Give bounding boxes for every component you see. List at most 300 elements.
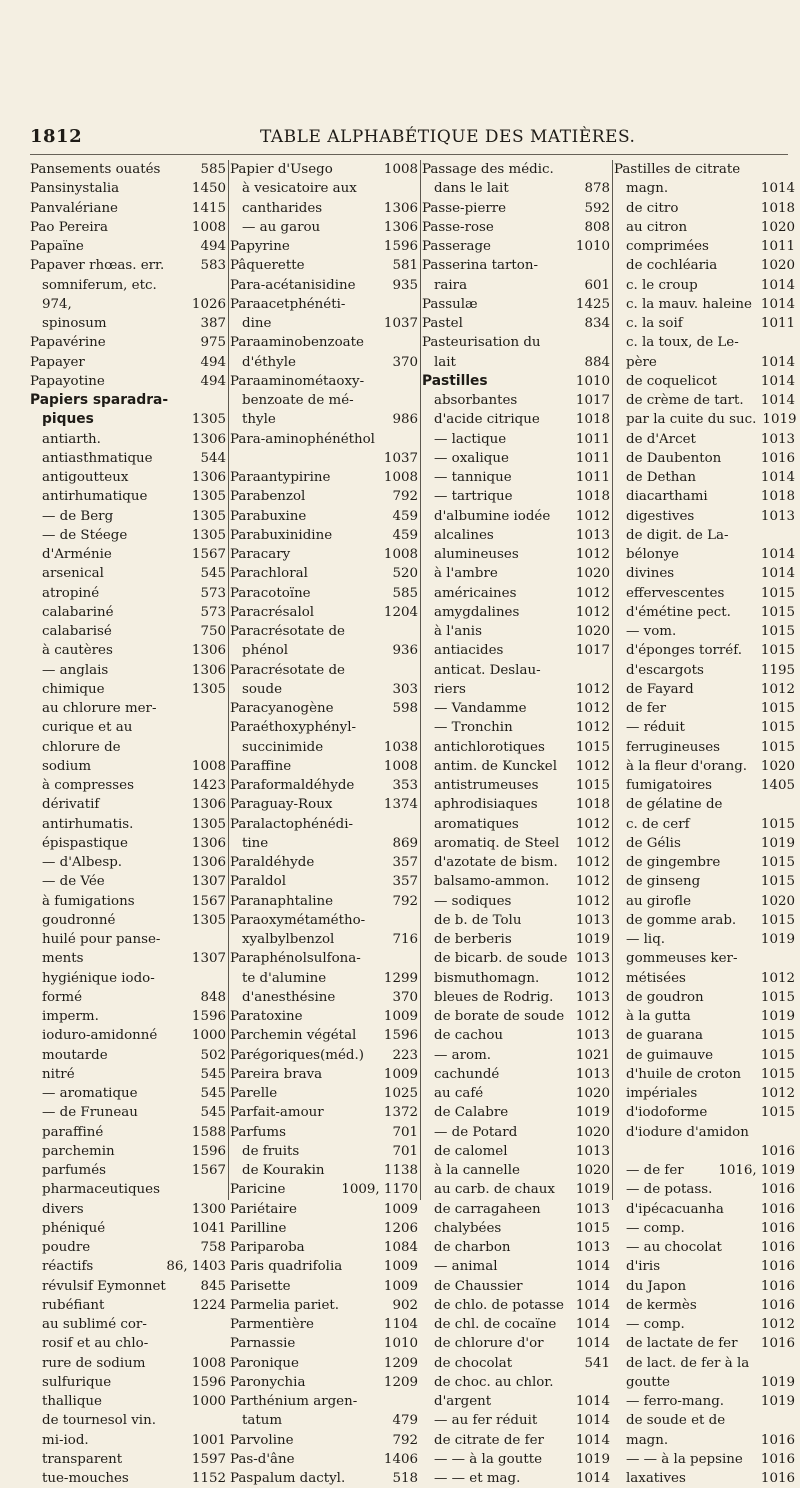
- entry-term: dans le lait: [434, 181, 509, 197]
- index-entry: [230, 314, 418, 333]
- entry-term: d'anesthésine: [242, 989, 336, 1005]
- entry-page: 1152: [191, 1471, 226, 1486]
- entry-term: absorbantes: [434, 393, 518, 408]
- index-entry: [614, 1238, 795, 1257]
- index-entry: [614, 988, 795, 1007]
- entry-term: piques: [42, 411, 94, 428]
- index-entry: [30, 1103, 226, 1122]
- index-entry: [422, 661, 610, 680]
- entry-term: de borate de soude: [434, 1009, 565, 1024]
- entry-term: au café: [434, 1086, 484, 1101]
- entry-term: antim. de Kunckel: [434, 758, 558, 774]
- entry-page: 1013: [575, 1066, 610, 1082]
- entry-page: 1012: [760, 1086, 795, 1101]
- entry-term: Paraphénolsulfona-: [230, 951, 361, 967]
- entry-page: 1014: [575, 1432, 610, 1448]
- index-entry: [422, 680, 610, 699]
- entry-page: 1012: [575, 893, 610, 909]
- entry-page: 1009: [383, 1201, 418, 1217]
- entry-term: bélonye: [626, 547, 679, 562]
- entry-term: Papavérine: [30, 335, 106, 351]
- entry-page: 1372: [383, 1105, 418, 1121]
- entry-term: d'huile de croton: [626, 1066, 742, 1082]
- entry-page: 479: [392, 1413, 418, 1429]
- entry-term: Papiers sparadra-: [30, 392, 169, 408]
- entry-page: 573: [200, 604, 226, 620]
- index-entry: [30, 718, 226, 737]
- entry-term: Pareira brava: [230, 1066, 323, 1082]
- entry-page: 1019: [760, 1374, 795, 1390]
- entry-term: Paracrésotate de: [230, 662, 345, 678]
- index-entry: [422, 237, 610, 256]
- entry-term: de ginseng: [626, 874, 701, 890]
- entry-page: 1013: [575, 1028, 610, 1044]
- entry-page: 1011: [760, 239, 795, 254]
- entry-term: au chlorure mer-: [42, 701, 157, 716]
- entry-term: — vom.: [626, 624, 677, 639]
- index-entry: [614, 738, 795, 757]
- entry-page: 1019: [760, 1009, 795, 1024]
- header-rule: [30, 154, 788, 155]
- index-entry: [614, 1469, 795, 1488]
- entry-term: rure de sodium: [42, 1355, 146, 1371]
- entry-term: impériales: [626, 1086, 698, 1101]
- index-entry: [422, 1161, 610, 1180]
- entry-term: Pastel: [422, 316, 463, 331]
- entry-page: 1195: [760, 662, 795, 678]
- entry-term: de Calabre: [434, 1105, 509, 1121]
- entry-term: à la gutta: [626, 1009, 691, 1024]
- entry-term: pharmaceutiques: [42, 1182, 160, 1198]
- entry-term: Paracary: [230, 547, 291, 562]
- entry-page: 592: [584, 200, 610, 216]
- index-entry: [30, 391, 226, 410]
- entry-page: 545: [200, 566, 226, 582]
- entry-term: d'iodoforme: [626, 1105, 708, 1121]
- entry-term: de cachou: [434, 1028, 504, 1044]
- index-entry: [614, 1392, 795, 1411]
- entry-page: 1306: [191, 431, 226, 447]
- entry-term: Paraldol: [230, 874, 286, 890]
- entry-page: 1010: [575, 373, 610, 389]
- entry-page: 1019: [760, 932, 795, 947]
- entry-page: 1596: [191, 1374, 226, 1390]
- index-entry: [230, 1065, 418, 1084]
- entry-page: 1012: [575, 874, 610, 890]
- entry-term: ments: [42, 951, 84, 967]
- entry-page: 1307: [191, 874, 226, 890]
- entry-term: — aromatique: [42, 1086, 138, 1101]
- index-entry: [422, 892, 610, 911]
- index-entry: [230, 776, 418, 795]
- entry-page: 1010: [575, 239, 610, 254]
- entry-term: Paraéthoxyphényl-: [230, 720, 357, 736]
- entry-term: — au garou: [242, 219, 321, 235]
- entry-page: 459: [392, 527, 418, 543]
- entry-page: 1020: [760, 758, 795, 774]
- entry-term: divers: [42, 1201, 84, 1217]
- entry-page: 581: [392, 258, 418, 274]
- index-entry: [230, 353, 418, 372]
- index-column-3: [422, 160, 610, 1486]
- index-entry: [614, 237, 795, 256]
- entry-term: Papyrine: [230, 239, 290, 254]
- entry-page: 545: [200, 1066, 226, 1082]
- index-entry: [230, 584, 418, 603]
- index-entry: [30, 969, 226, 988]
- entry-page: 1016: [760, 1336, 795, 1352]
- index-entry: [422, 641, 610, 660]
- entry-page: 544: [200, 450, 226, 466]
- entry-page: 1018: [575, 797, 610, 813]
- entry-page: 1038: [383, 739, 418, 755]
- entry-page: 1306: [191, 797, 226, 813]
- entry-page: 573: [200, 585, 226, 601]
- entry-term: Passe-pierre: [422, 200, 507, 216]
- entry-page: 1014: [760, 547, 795, 562]
- index-entry: [30, 738, 226, 757]
- index-entry: [230, 1373, 418, 1392]
- index-entry: [422, 1084, 610, 1103]
- entry-page: 1000: [191, 1028, 226, 1044]
- entry-page: 1596: [191, 1009, 226, 1024]
- entry-page: 1019: [575, 1105, 610, 1121]
- entry-term: ferrugineuses: [626, 739, 721, 755]
- entry-page: 1567: [191, 547, 226, 562]
- entry-page: 1018: [760, 489, 795, 505]
- index-entry: [230, 1354, 418, 1373]
- index-column-2: [230, 160, 418, 1486]
- entry-term: de chl. de cocaïne: [434, 1317, 557, 1332]
- entry-page: 1305: [191, 912, 226, 928]
- entry-page: 1014: [760, 296, 795, 312]
- index-entry: [230, 1392, 418, 1411]
- index-entry: [614, 757, 795, 776]
- entry-term: — comp.: [626, 1220, 685, 1236]
- entry-term: de chlo. de potasse: [434, 1297, 564, 1313]
- index-entry: [614, 218, 795, 237]
- index-entry: [230, 1411, 418, 1430]
- entry-term: Paracotoïne: [230, 585, 311, 601]
- entry-term: de bicarb. de soude: [434, 951, 568, 967]
- index-entry: [230, 892, 418, 911]
- entry-term: Parabuxine: [230, 508, 307, 524]
- index-entry: [230, 1103, 418, 1122]
- entry-page: 583: [200, 258, 226, 274]
- index-entry: [422, 815, 610, 834]
- index-entry: [422, 199, 610, 218]
- index-entry: [422, 1277, 610, 1296]
- entry-term: antichlorotiques: [434, 739, 545, 755]
- entry-term: de d'Arcet: [626, 431, 696, 447]
- index-entry: [230, 564, 418, 583]
- index-entry: [614, 1046, 795, 1065]
- index-entry: [422, 314, 610, 333]
- entry-page: 1020: [575, 1124, 610, 1140]
- entry-page: 86, 1403: [166, 1259, 226, 1275]
- entry-term: d'iris: [626, 1259, 661, 1275]
- entry-term: de goudron: [626, 989, 704, 1005]
- entry-term: de chlorure d'or: [434, 1336, 544, 1352]
- entry-page: 975: [200, 335, 226, 351]
- entry-term: Pansinystalia: [30, 181, 120, 197]
- entry-term: Paratoxine: [230, 1009, 303, 1024]
- index-entry: [230, 911, 418, 930]
- entry-page: 1012: [575, 604, 610, 620]
- index-entry: [614, 333, 795, 352]
- entry-term: lait: [434, 354, 456, 370]
- entry-term: — sodiques: [434, 893, 512, 909]
- entry-term: — comp.: [626, 1317, 685, 1332]
- entry-page: 1014: [760, 181, 795, 197]
- entry-page: 1209: [383, 1355, 418, 1371]
- entry-page: 1015: [575, 1220, 610, 1236]
- entry-page: 545: [200, 1105, 226, 1121]
- entry-page: 1015: [760, 874, 795, 890]
- entry-page: 1020: [575, 1163, 610, 1178]
- entry-term: chalybées: [434, 1220, 502, 1236]
- index-entry: [422, 1257, 610, 1276]
- index-entry: [30, 468, 226, 487]
- entry-page: 494: [200, 354, 226, 370]
- index-entry: [614, 199, 795, 218]
- entry-page: 1015: [760, 912, 795, 928]
- entry-term: — liq.: [626, 932, 666, 947]
- entry-page: 1014: [760, 277, 795, 293]
- index-entry: [30, 430, 226, 449]
- entry-term: Parelle: [230, 1086, 278, 1101]
- index-entry: [30, 622, 226, 641]
- entry-term: révulsif Eymonnet: [42, 1278, 166, 1294]
- index-entry: [30, 1065, 226, 1084]
- entry-term: — animal: [434, 1259, 498, 1275]
- entry-page: 1015: [575, 739, 610, 755]
- entry-term: Para-acétanisidine: [230, 277, 356, 293]
- entry-page: 223: [392, 1047, 418, 1063]
- entry-term: de gomme arab.: [626, 912, 737, 928]
- entry-term: antirhumatis.: [42, 816, 134, 832]
- entry-page: 935: [392, 277, 418, 293]
- index-entry: [230, 1161, 418, 1180]
- entry-page: 1016: [760, 1182, 795, 1198]
- entry-page: 1015: [575, 778, 610, 793]
- index-entry: [422, 468, 610, 487]
- entry-page: 357: [392, 874, 418, 890]
- index-entry: [422, 853, 610, 872]
- entry-term: réactifs: [42, 1259, 94, 1275]
- entry-term: aromatiques: [434, 816, 519, 832]
- entry-term: Paracyanogène: [230, 701, 334, 716]
- entry-term: Passerage: [422, 239, 491, 254]
- index-entry: [422, 295, 610, 314]
- entry-term: transparent: [42, 1451, 123, 1467]
- index-entry: [230, 1219, 418, 1238]
- page-header: [30, 126, 788, 152]
- entry-page: 1014: [575, 1278, 610, 1294]
- entry-page: 845: [200, 1278, 226, 1294]
- entry-term: de digit. de La-: [626, 527, 729, 543]
- entry-term: Parabuxinidine: [230, 527, 333, 543]
- entry-page: 792: [392, 489, 418, 505]
- entry-term: de lact. de fer à la: [626, 1355, 750, 1371]
- index-entry: [30, 641, 226, 660]
- entry-term: magn.: [626, 181, 669, 197]
- entry-page: 1017: [575, 393, 610, 408]
- entry-page: 1014: [575, 1259, 610, 1275]
- entry-term: Parachloral: [230, 566, 308, 582]
- entry-page: 1013: [575, 1143, 610, 1159]
- entry-term: Paraaminométaoxy-: [230, 373, 365, 389]
- index-entry: [30, 757, 226, 776]
- index-entry: [230, 487, 418, 506]
- entry-term: huilé pour panse-: [42, 932, 161, 947]
- entry-page: 1015: [760, 1028, 795, 1044]
- entry-term: Pastilles: [422, 372, 488, 389]
- entry-page: 1299: [383, 970, 418, 986]
- index-entry: [230, 1142, 418, 1161]
- entry-term: Parvoline: [230, 1432, 294, 1448]
- entry-term: — arom.: [434, 1047, 492, 1063]
- entry-term: — de potass.: [626, 1182, 713, 1198]
- entry-term: c. le croup: [626, 277, 698, 293]
- index-entry: [614, 430, 795, 449]
- entry-term: — réduit: [626, 720, 685, 736]
- entry-term: mi-iod.: [42, 1432, 89, 1448]
- entry-term: — de Stéege: [42, 527, 128, 543]
- entry-term: métisées: [626, 970, 686, 986]
- index-entry: [614, 1334, 795, 1353]
- entry-page: 1012: [760, 681, 795, 697]
- entry-term: d'escargots: [626, 662, 704, 678]
- entry-term: Parégoriques(méd.): [230, 1047, 364, 1063]
- index-entry: [230, 237, 418, 256]
- entry-term: Parthénium argen-: [230, 1394, 358, 1409]
- entry-page: 1009: [383, 1259, 418, 1275]
- index-entry: [422, 449, 610, 468]
- entry-page: 1014: [575, 1394, 610, 1409]
- index-entry: [422, 757, 610, 776]
- entry-page: 1015: [760, 720, 795, 736]
- entry-page: 1016: [760, 1259, 795, 1275]
- entry-page: 1019: [575, 932, 610, 947]
- entry-page: 585: [200, 162, 226, 177]
- entry-page: 1017: [575, 643, 610, 659]
- entry-term: de Chaussier: [434, 1278, 523, 1294]
- entry-term: dine: [242, 316, 272, 331]
- index-entry: [422, 372, 610, 391]
- entry-term: Paraoxymétaméthо-: [230, 912, 366, 928]
- index-entry: [230, 680, 418, 699]
- entry-page: 1016: [760, 1297, 795, 1313]
- index-entry: [30, 699, 226, 718]
- entry-page: 1012: [760, 970, 795, 986]
- index-entry: [30, 1315, 226, 1334]
- entry-page: 1015: [760, 604, 795, 620]
- entry-term: Passulæ: [422, 296, 478, 312]
- index-entry: [422, 1431, 610, 1450]
- entry-term: goutte: [626, 1374, 670, 1390]
- index-entry: [230, 1123, 418, 1142]
- entry-page: 1567: [191, 893, 226, 909]
- entry-term: Parfums: [230, 1124, 286, 1140]
- entry-term: nitré: [42, 1066, 75, 1082]
- entry-term: d'ipécacuanha: [626, 1201, 724, 1217]
- index-entry: [614, 487, 795, 506]
- entry-page: 1015: [760, 701, 795, 716]
- entry-page: 1013: [575, 989, 610, 1005]
- index-entry: [230, 757, 418, 776]
- index-entry: [422, 1296, 610, 1315]
- index-entry: [422, 507, 610, 526]
- entry-page: 1020: [760, 219, 795, 235]
- index-entry: [230, 526, 418, 545]
- entry-page: 1405: [760, 778, 795, 793]
- entry-term: — Tronchin: [434, 720, 513, 736]
- index-entry: [230, 333, 418, 352]
- entry-page: 1016, 1019: [718, 1163, 795, 1178]
- index-entry: [230, 641, 418, 660]
- entry-term: sulfurique: [42, 1374, 112, 1390]
- entry-page: 1084: [383, 1240, 418, 1255]
- index-entry: [230, 1257, 418, 1276]
- index-entry: [422, 969, 610, 988]
- index-entry: [30, 1123, 226, 1142]
- entry-term: antiasthmatique: [42, 450, 153, 466]
- entry-term: épispastique: [42, 835, 128, 851]
- entry-term: — tartrique: [434, 489, 513, 505]
- index-entry: [30, 295, 226, 314]
- entry-page: 848: [200, 989, 226, 1005]
- index-entry: [230, 1026, 418, 1045]
- entry-page: 1209: [383, 1374, 418, 1390]
- index-entry: [230, 372, 418, 391]
- entry-page: 1008: [383, 162, 418, 177]
- index-entry: [614, 468, 795, 487]
- entry-page: 1013: [575, 1201, 610, 1217]
- entry-page: 878: [584, 181, 610, 197]
- index-entry: [614, 372, 795, 391]
- index-entry: [614, 295, 795, 314]
- entry-page: 1009, 1170: [341, 1182, 418, 1198]
- entry-term: à cautères: [42, 643, 113, 659]
- index-entry: [230, 1296, 418, 1315]
- entry-term: riers: [434, 681, 466, 697]
- entry-page: 1021: [575, 1047, 610, 1063]
- entry-page: 1008: [191, 758, 226, 774]
- entry-page: 1011: [575, 431, 610, 447]
- entry-term: aphrodisiaques: [434, 797, 538, 813]
- index-entry: [30, 930, 226, 949]
- entry-term: rubéfiant: [42, 1297, 105, 1313]
- entry-term: Pansements ouatés: [30, 162, 161, 177]
- entry-term: Paspalum dactyl.: [230, 1471, 346, 1486]
- entry-page: 1224: [191, 1297, 226, 1313]
- entry-term: c. de cerf: [626, 816, 690, 832]
- index-entry: [230, 718, 418, 737]
- entry-page: 1001: [191, 1432, 226, 1448]
- entry-term: Paronique: [230, 1355, 299, 1371]
- index-entry: [614, 680, 795, 699]
- index-entry: [30, 988, 226, 1007]
- index-entry: [614, 1142, 795, 1161]
- index-entry: [422, 1007, 610, 1026]
- index-entry: [422, 738, 610, 757]
- entry-term: hygiénique iodo-: [42, 970, 155, 986]
- index-entry: [230, 930, 418, 949]
- index-entry: [30, 237, 226, 256]
- entry-page: 1019: [575, 1451, 610, 1467]
- index-entry: [422, 872, 610, 891]
